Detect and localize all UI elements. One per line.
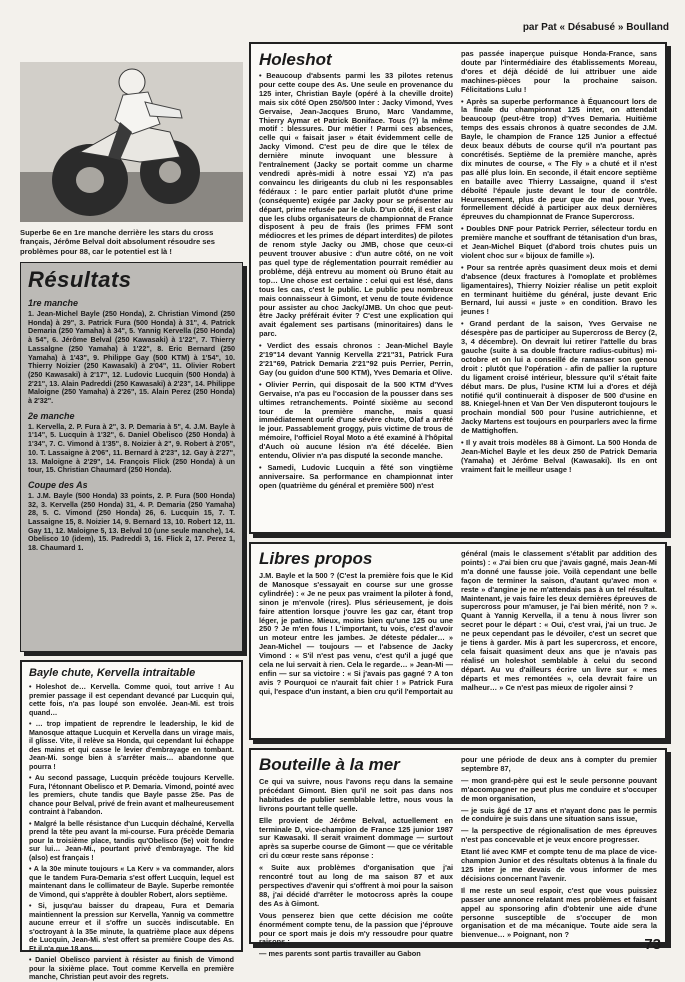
bouteille-paragraph: Il me reste un seul espoir, c'est que vous puissiez passer une annonce relatant mes problèmes et faisant appel au sponsoring afin d'obtenir une aide d'une personne susceptible de s'occuper de mon organisation et de ma mécanique. Toute aide sera la bienvenue… » Poignant, non ?	[461, 885, 657, 940]
bayle-title: Bayle chute, Kervella intraitable	[29, 667, 196, 679]
bouteille-paragraph: — la perspective de régionalisation de mes épreuves n'est pas concevable et je veux encore progresser.	[461, 826, 657, 845]
bayle-article	[20, 660, 243, 981]
holeshot-paragraph: • Olivier Perrin, qui disposait de la 500 KTM d'Yves Gervaise, n'a pas eu l'occasion de la pousser dans ses ultimes retranchements. Pointé sixième au second tour de la première manche, mais quasi immédiatement ourlé d'une sévère chute, Olaf a arrêté le jour. Passablement groggy, puis victime de trous de mémoire, l'officiel Royal Moto a été examiné à l'hôpital d'Auch où aucune lésion n'a été décelée. Bien entendu, Olivier n'a pas disputé la seconde manche.	[259, 379, 453, 461]
bouteille-paragraph: Vous penserez bien que cette décision me coûte énormément compte tenu, de la passion que j'éprouve pour ce sport mais je dois m'y ressoudre pour quatre raisons :	[259, 910, 453, 947]
holeshot-paragraph: • Il y avait trois modèles 88 à Gimont. La 500 Honda de Jean-Michel Bayle et les deux 250 de Patrick Demaria (Yamaha) et Jérôme Belval (Kawasaki). Ils en ont vraiment fait le meilleur usage !	[461, 438, 657, 474]
byline: par Pat « Désabusé » Boulland	[522, 22, 669, 33]
libres-propos-paragraph: général (mais le classement s'établit par addition des points) : « J'ai bien cru que j'avais gagné, mais Jean-Mi m'a donné une fausse joie. Voilà cependant une belle façon de terminer la saison, d'autant qu'avec mon « reste » d'angine je ne m'attendais pas à un tel résultat. Maintenant, je vais faire les deux dernières épreuves de supercross pour m'amuser, je l'ai bien mérité, non ? ». Quant à Yannig Kervella, il a tenu à nous livrer son secret pour le départ : « Oui, c'est vrai, j'ai un truc. Je ne peux cependant pas le dévoiler, c'est un secret que je tiens à garder. Mis à part les supercross, et encore, cela faisait quasiment deux ans que je n'avais pas réalisé un holeshot semblable à celui du second départ. Au vu d'ailleurs écrire un livre sur « mes départs et mes remontées », cela devrait faire un malheur… » Ce n'est pas mieux de rigoler ainsi ?	[461, 549, 657, 692]
bouteille-column-left	[259, 777, 453, 959]
holeshot-paragraph: • Verdict des essais chronos : Jean-Michel Bayle 2'19"14 devant Yannig Kervella 2'21"31, Patrick Fura 2'21"69, Patrick Demaria 2'21"92 puis Perrier, Perrin, Gay (ou guidon d'une 500 KTM), Yves Demaria et Olive.	[259, 341, 453, 377]
bayle-paragraph: • Si, jusqu'au baisser du drapeau, Fura et Demaria maintiennent la pression sur Kervella, Yannig va commettre aucune erreur et il s'offre un succès indiscutable. En s'octroyant à la 35e minute, la quatrième place aux dépens de Lucquin, Jean-Mi. s'est offert sa première Coupe des As. Et il n'a que 18 ans…	[29, 902, 234, 953]
bayle-paragraph: • A la 30e minute toujours « La Kerv » va commander, alors que le tandem Fura-Demaria s'est offert Lucquin, lequel est maintenant dans le collimateur de Bayle. Superbe remontée de Vimond, qui s'apprête à doubler Robert, alors septième.	[29, 865, 234, 899]
results-section-title: Coupe des As	[28, 479, 88, 490]
libres-propos-column-left	[259, 572, 453, 738]
bouteille-paragraph: Ce qui va suivre, nous l'avons reçu dans la semaine précédant Gimont. Bien qu'il ne soit pas dans nos habitudes de publier semblable lettre, nous vous la livrons pourtant telle quelle.	[259, 777, 453, 813]
results-section	[28, 298, 235, 406]
results-section	[28, 411, 235, 475]
bouteille-paragraph: — je suis âgé de 17 ans et n'ayant donc pas le permis de conduire je suis dans une situation sans issue,	[461, 805, 657, 824]
bouteille-paragraph: — mon grand-père qui est le seule personne pouvant m'accompagner ne peut plus me conduire et s'occuper de mon organisation,	[461, 775, 657, 803]
bayle-paragraph: • Holeshot de… Kervella. Comme quoi, tout arrive ! Au premier passage il est cependant devancé par Lucquin qui, cette fois, n'a pas loupé son envolée. Jean-Mi. est trois quand…	[29, 683, 234, 717]
results-box	[20, 262, 243, 652]
libres-propos-paragraph: J.M. Bayle et la 500 ? (C'est la première fois que le Kid de Manosque s'essayait en course sur une grosse cylindrée) : « Je ne peux pas vraiment la piloter à fond, sinon je m'envole (rires). Plus sérieusement, je dois faire attention lorsque j'ouvre les gaz car, étant trop léger, je patine. Mieux, moins bien qu'une 125 ou une 250 ? Je m'en fous ! L'important, tu vois, c'est d'avoir un moteur entre les jambes. Je déteste pédaler… » Jean-Michel — toujours — et l'absence de Jacky Vimond : « S'il n'est pas venu, c'est qu'il a jugé que cela ne lui servait à rien. Cela le regarde… » Jean-Mi — enfin — sur sa victoire : « Si j'avais pas gagné ? A ton avis ? Pourquoi ce n'aurait fait chier ! » Patrick Fura qui, l'espace d'un instant, a bien cru qu'il l'emportait au	[259, 571, 453, 696]
holeshot-column-left	[259, 72, 453, 530]
bouteille-paragraph: pour une période de deux ans à compter du premier septembre 87,	[461, 755, 657, 773]
holeshot-title: Holeshot	[259, 50, 332, 69]
libres-propos-title: Libres propos	[259, 549, 373, 568]
bouteille-title: Bouteille à la mer	[259, 755, 400, 774]
holeshot-paragraph: • Pour sa rentrée après quasiment deux mois et demi d'absence (deux fractures à l'omoplate et problèmes ligamentaires), Thierry Noizier réalise un petit exploit en terminant huitième du général, juste devant Eric Bernard, lui aussi « juste » en condition. Bravo les jeunes !	[461, 262, 657, 317]
results-section-title: 1re manche	[28, 298, 79, 308]
libres-propos-column-right	[461, 550, 657, 738]
bayle-paragraph: • Au second passage, Lucquin précède toujours Kervelle. Fura, l'étonnant Obelisco et P. Demaria. Vimond, pointé avec les premiers, chute tandis que Bayle passe 25e. Pas de chance pour Belval, privé de frein avant et malheureusement contraint à l'abandon.	[29, 774, 235, 816]
results-section-text: 1. Jean-Michel Bayle (250 Honda), 2. Christian Vimond (250 Honda) à 29", 3. Patrick Fura (500 Honda) à 31", 4. Patrick Demaria (250 Yamaha) à 34", 5. Yannig Kervella (250 Honda) à 54", 6. Jérôme Belval (250 Kawasaki) à 1'22", 7. Thierry Lassalgne (250 Yamaha) à 1'22", 8. Eric Bernard (250 Yamaha) à 1'43", 9. Philippe Gay (500 KTM) à 1'54", 10. Thierry Noizier (250 Kawasaki) à 2'04", 11. Olivier Robert (250 Kawasaki) à 2'17", 12. Ludovic Lucquin (500 Honda) à 2'21", 13. Alain Padreddi (250 Kawasaki) à 2'23", 14. Philippe Maloigne (250 Yamaha) à 2'26", 15. Alain Perez (250 Honda) à 2'32".	[28, 309, 235, 406]
bouteille-paragraph: « Suite aux problèmes d'organisation que j'ai rencontré tout au long de ma saison 87 et aux perspectives d'avenir qui s'offrent à moi pour la saison 88, j'ai décidé d'arrêter le motocross après la coupe des As à Gimont.	[259, 863, 453, 908]
bouteille-column-right	[461, 756, 657, 942]
holeshot-paragraph: • Grand perdant de la saison, Yves Gervaise ne désespère pas de participer au Supercross de Bercy (2, 3, 4 décembre). On devrait lui retirer l'attelle du bras gauche (suite à sa double fracture radius-cubitus) mi-octobre et on lui a conseillé de ramasser son genou droit : plutôt que l'opération - afin de pallier la rupture du ligament croisé intérieur, blessure qu'il s'était faite début mars. De plus, l'usine KTM lui a d'ores et déjà notifié qu'il continuerait à disposer de 500 d'usine en 88. Kniegel-hnen et Van Der Ven disputeront toujours le prochain mondial 500 pour l'usine autrichienne, et Jacky Martens est toujours en pourparlers avec la firme de Mattighoffen.	[461, 319, 657, 436]
photo-caption: Superbe 6e en 1re manche derrière les stars du cross français, Jérôme Belval doit absolument résoudre ses problèmes pour 88, car le potentiel est là !	[20, 228, 215, 256]
bayle-paragraph: • Daniel Obelisco parvient à résister au finish de Vimond pour la sixième place. Tout comme Kervella en première manche, Christian peut avoir des regrets.	[29, 956, 234, 981]
motocross-photo	[20, 62, 243, 222]
libres-propos-box	[249, 542, 667, 740]
results-section-text: 1. J.M. Bayle (500 Honda) 33 points, 2. P. Fura (500 Honda) 32, 3. Kervella (250 Honda) 31, 4. P. Demaria (250 Yamaha) 28, 5. C. Vimond (250 Honda) 26, 6. Lucquin 15, 7. T. Lassaigne 15, 8. Noizier 14, 9. Bernard 13, 10. Robert 12, 11. Gay 11, 12. Maloigne 5, 13. Belval 10 (une seule manche), 14. Obelisco 10 (idem), 15. Padreddi 3, 16. Flick 2, 17. Perez 1, 18. Chaumard 1.	[28, 490, 235, 553]
page-number: 73	[644, 936, 661, 953]
results-section-title: 2e manche	[28, 410, 75, 421]
bayle-paragraph: • … trop impatient de reprendre le leadership, le kid de Manosque attaque Lucquin et Kervella dans un virage mais, il glisse. Vite, il relève sa Honda, qui cependant lui échappe des mains et qui casse le levier d'embrayage en tombant. Jean-Mi. songe bien à s'arrêter mais… abandonne que pourra !	[29, 720, 234, 771]
holeshot-box	[249, 42, 667, 534]
holeshot-paragraph: • Doubles DNF pour Patrick Perrier, sélecteur tordu en première manche et souffrant de tétanisation d'un bras, et Jean-Michel Biquet (d'abord trois chutes puis un violent choc sur « bijoux de famille »).	[461, 224, 657, 260]
bayle-paragraph: • Malgré la belle résistance d'un Lucquin déchaîné, Kervella prend la tête peu avant la mi-course. Fura précède Demaria pour la troisième place, tandis qu'Obelisco (5e) voit fondre sur lui… Jean-Mi., pourtant privé d'embrayage. The kid (also) est français !	[29, 819, 234, 862]
holeshot-paragraph: • Beaucoup d'absents parmi les 33 pilotes retenus pour cette coupe des As. Une seule en provenance du 125 inter, Christian Bayle (opéré à la cheville droite) mais six côté Open 250/500 Inter : Jacky Vimond, Yves Gervaise, Jean-Jacques Bruno, Marc Vandamme, Thierry Aymar et Patrick Boniface. Tous (?) la même motif : blessures. Dur métier ! Parmi ces absences, celle qui « faisait jaser » était évidemment celle de Jacky Vimond. C'est peu de dire que le télex de dernière minute invoquant une blessure à l'entraînement (Jacky se portait comme un charme vendredi après-midi à notre essai YZ) n'a pas convaincu les dirigeants du club ni les responsables fédéraux : le parc entier parlait plutôt d'une prime (conséquente) exigée par Jacky pour se présenter au départ, prime refusée par le club. D'un côté, il est clair que les clubs organisateurs de championnat de France disposent à peu de frais (les primes FFM sont médiocres et les primes de départ interdites) de pilotes de renom style Jacky ou JMB, chose que ceux-ci peuvent trouver abusive : d'un autre côté, on ne voit pas quel type de réglementation pourrait remédier au problème, déjà entrevu au moment où Bruno était au top… Une chose est certaine : celui qui est lésé, dans tous les cas, c'est le public. Le public peu nombreux mais connaisseur à Gimont, et venu de toute évidence pour assister au choc Jacky/JMB. Un choc que peut-être Jacky préférait éviter ? C'est une explication qui avait également ses partisans (minoritaires) dans le parc.	[259, 71, 453, 339]
bouteille-paragraph: Elle provient de Jérôme Belval, actuellement en terminale D, vice-champion de France 125 junior 1987 sur Kawasaki. Il serait vraiment dommage — surtout après sa superbe course de Gimont — que ce véritable cri du cœur reste sans réponse :	[259, 815, 453, 861]
holeshot-column-right	[461, 50, 657, 530]
bouteille-paragraph: Etant lié avec KMF et compte tenu de ma place de vice-champion Junior et des résultats obtenus à la finale du 125 inter je me devais de vous informer de mes décisions concernant l'avenir.	[461, 847, 657, 883]
holeshot-paragraph: • Samedi, Ludovic Lucquin a fêté son vingtième anniversaire. Sa performance en championnat inter open (quatrième du général et première 500) n'est	[259, 462, 453, 490]
results-title: Résultats	[28, 267, 132, 292]
holeshot-paragraph: • Après sa superbe performance à Équancourt lors de la finale du championnat 125 inter, on attendait beaucoup (peut-être trop) d'Yves Demaria. Huitième temps des essais chronos à quatre secondes de J.M. Bayle, le champion de France 125 Junior a effectué deux beaux débuts de course qu'il n'a pourtant pas concrétisés. Septième de la première manche, après dix minutes de course, « The Fly » a chuté et il n'est pas allé plus loin. En seconde, il était encore septième en bataille avec Thierry Lassaigne, quand il s'est déboîté l'épaule juste devant le tour de contrôle. Heureusement, plus de peur que de mal pour Yves, formellement décidé à participer aux deux dernières épreuves du championnat de France Supercross.	[461, 96, 657, 222]
rider-illustration	[20, 62, 243, 222]
bouteille-paragraph: — mes parents sont partis travailler au Gabon	[259, 949, 421, 959]
holeshot-paragraph: pas passée inaperçue puisque Honda-France, sans doute par l'intermédiaire des établissements Moreau, d'ores et déjà décidé de lui attribuer une aide machines-pièces pour la prochaine saison. Félicitations Lulu !	[461, 49, 657, 94]
results-section-text: 1. Kervella, 2. P. Fura à 2", 3. P. Demaria à 5", 4. J.M. Bayle à 1'14", 5. Lucquin à 1'32", 6. Daniel Obelisco (250 Honda) à 1'34", 7. C. Vimond à 1'35", 8. Noizier à 2", 9. Robert à 2'05", 10. T. Lassaigne à 2'06", 11. Bernard à 2'23", 12. Gay à 2'27", 13. Maloigne à 2'29", 14. François Flick (250 Honda) à un tour, 15. Christian Chaumard (250 Honda).	[28, 421, 235, 475]
results-section	[28, 480, 235, 553]
